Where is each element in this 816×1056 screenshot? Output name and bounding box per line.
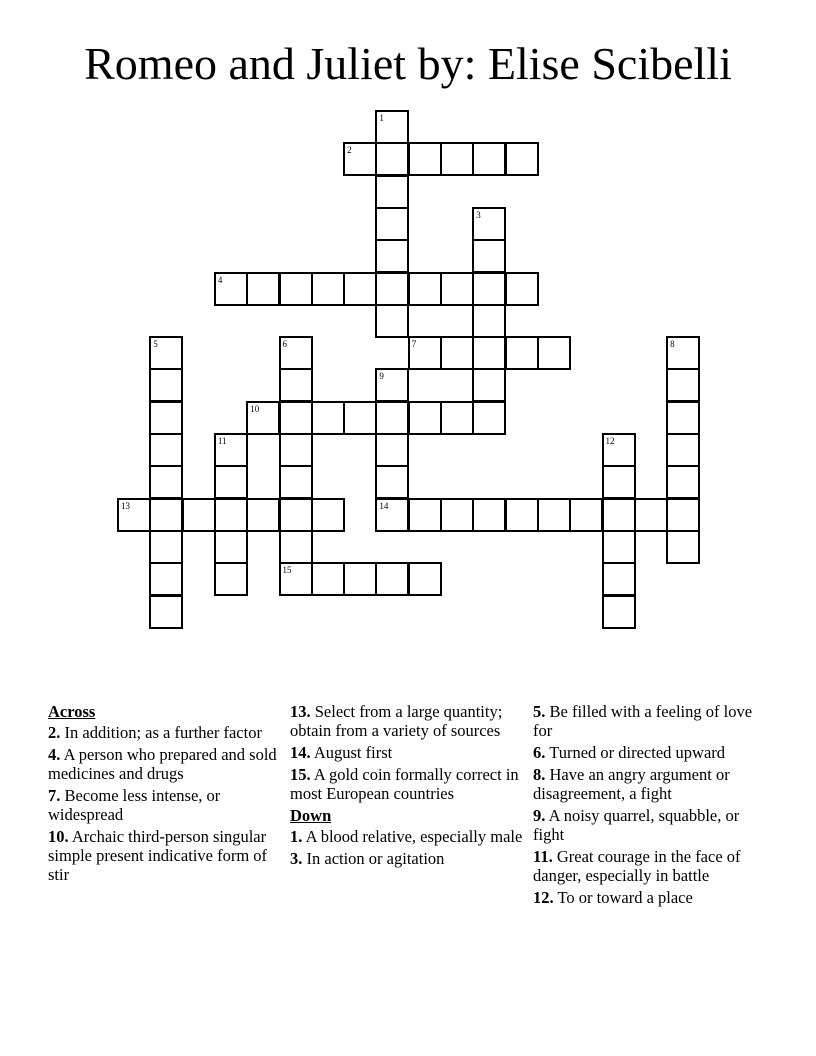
grid-cell[interactable] <box>602 595 636 629</box>
grid-cell[interactable] <box>408 142 442 176</box>
clue-number-label: 11 <box>217 436 227 446</box>
grid-cell[interactable] <box>149 595 183 629</box>
clue-item <box>48 827 284 884</box>
clue-number: 6. <box>533 743 546 762</box>
grid-cell[interactable] <box>375 272 409 306</box>
grid-cell[interactable] <box>375 175 409 209</box>
grid-cell[interactable] <box>279 498 313 532</box>
clue-item <box>290 765 526 803</box>
grid-cell[interactable] <box>375 110 409 144</box>
grid-cell[interactable] <box>214 530 248 564</box>
grid-cell[interactable] <box>279 530 313 564</box>
grid-cell[interactable] <box>666 498 700 532</box>
clue-number: 9. <box>533 806 546 825</box>
grid-cell[interactable] <box>472 368 506 402</box>
grid-cell[interactable] <box>246 401 280 435</box>
clue-number: 15. <box>290 765 311 784</box>
clue-item <box>290 743 526 762</box>
grid-cell[interactable] <box>408 272 442 306</box>
clue-text: In addition; as a further factor <box>60 723 262 742</box>
puzzle-title: Romeo and Juliet by: Elise Scibelli <box>84 38 732 89</box>
grid-cell[interactable] <box>602 530 636 564</box>
clue-item <box>290 849 526 868</box>
clue-number-label: 10 <box>250 403 260 414</box>
grid-cell[interactable] <box>311 498 345 532</box>
clue-text: August first <box>310 743 393 762</box>
grid-cell[interactable] <box>666 433 700 467</box>
clue-number: 1. <box>290 827 303 846</box>
clue-item <box>533 806 763 844</box>
grid-cell[interactable] <box>375 433 409 467</box>
grid-cell[interactable] <box>311 401 345 435</box>
clue-number-label: 7 <box>411 339 417 350</box>
grid-cell[interactable] <box>343 401 377 435</box>
grid-cell[interactable] <box>375 142 409 176</box>
clue-item <box>48 745 284 783</box>
grid-cell[interactable] <box>408 498 442 532</box>
grid-cell[interactable] <box>279 336 313 370</box>
grid-cell[interactable] <box>311 562 345 596</box>
grid-cell[interactable] <box>279 401 313 435</box>
grid-cell[interactable] <box>408 562 442 596</box>
clue-number: 5. <box>533 702 546 721</box>
grid-cell[interactable] <box>634 498 668 532</box>
grid-cell[interactable] <box>246 498 280 532</box>
grid-cell[interactable] <box>279 465 313 499</box>
clue-item <box>533 847 763 885</box>
clue-text: Archaic third-person singular simple present indicative form of stir <box>48 827 268 884</box>
grid-cell[interactable] <box>311 272 345 306</box>
clue-item <box>48 723 284 742</box>
grid-cell[interactable] <box>375 465 409 499</box>
grid-cell[interactable] <box>149 562 183 596</box>
clue-text: Great courage in the face of danger, especially in battle <box>533 847 741 885</box>
grid-cell[interactable] <box>602 562 636 596</box>
clue-number-label: 12 <box>605 436 615 446</box>
clue-number: 3. <box>290 849 303 868</box>
grid-cell[interactable] <box>505 142 539 176</box>
grid-cell[interactable] <box>375 368 409 402</box>
grid-cell[interactable] <box>537 498 571 532</box>
grid-cell[interactable] <box>279 368 313 402</box>
clue-number-label: 8 <box>670 339 675 350</box>
grid-cell[interactable] <box>472 498 506 532</box>
grid-cell[interactable] <box>408 336 442 370</box>
grid-cell[interactable] <box>149 336 183 370</box>
grid-cell[interactable] <box>149 368 183 402</box>
grid-cell[interactable] <box>666 368 700 402</box>
grid-cell[interactable] <box>343 562 377 596</box>
grid-cell[interactable] <box>375 401 409 435</box>
clue-number-label: 1 <box>379 113 384 123</box>
clue-text: A gold coin formally correct in most European countries <box>290 765 519 803</box>
clues-column-2 <box>290 702 526 871</box>
grid-cell[interactable] <box>279 272 313 306</box>
grid-cell[interactable] <box>149 530 183 564</box>
grid-cell[interactable] <box>472 401 506 435</box>
grid-cell[interactable] <box>666 336 700 370</box>
clue-text: Have an angry argument or disagreement, a fight <box>533 765 730 803</box>
clue-number-label: 13 <box>121 500 130 511</box>
grid-cell[interactable] <box>569 498 603 532</box>
grid-cell[interactable] <box>602 465 636 499</box>
clue-item <box>533 765 763 803</box>
grid-cell[interactable] <box>505 336 539 370</box>
grid-cell[interactable] <box>666 401 700 435</box>
clue-item <box>533 702 763 740</box>
grid-cell[interactable] <box>279 433 313 467</box>
clue-number: 12. <box>533 888 554 907</box>
grid-cell[interactable] <box>343 272 377 306</box>
grid-cell[interactable] <box>375 207 409 241</box>
clue-number-label: 5 <box>153 339 158 350</box>
clue-number: 8. <box>533 765 546 784</box>
grid-cell[interactable] <box>182 498 216 532</box>
clue-number-label: 3 <box>476 209 481 220</box>
clue-number: 14. <box>290 743 311 762</box>
grid-cell[interactable] <box>246 272 280 306</box>
clue-number-label: 2 <box>347 145 352 156</box>
grid-cell[interactable] <box>149 465 183 499</box>
grid-cell[interactable] <box>602 433 636 467</box>
grid-cell[interactable] <box>537 336 571 370</box>
clue-number-label: 14 <box>379 500 389 511</box>
clue-section-heading: Down <box>290 806 332 825</box>
grid-cell[interactable] <box>149 401 183 435</box>
clue-number: 4. <box>48 745 61 764</box>
clue-text: A blood relative, especially male <box>302 827 523 846</box>
grid-cell[interactable] <box>214 465 248 499</box>
grid-cell[interactable] <box>666 465 700 499</box>
clue-number-label: 9 <box>379 371 384 382</box>
grid-cell[interactable] <box>472 239 506 273</box>
clue-text: Become less intense, or widespread <box>48 786 221 824</box>
clue-text: Turned or directed upward <box>545 743 726 762</box>
grid-cell[interactable] <box>440 401 474 435</box>
grid-cell[interactable] <box>440 272 474 306</box>
clue-number: 13. <box>290 702 311 721</box>
grid-cell[interactable] <box>440 336 474 370</box>
clue-item <box>48 786 284 824</box>
grid-cell[interactable] <box>472 272 506 306</box>
clue-number-label: 15 <box>282 565 292 576</box>
clue-item <box>533 888 763 907</box>
clue-item <box>290 702 526 740</box>
grid-cell[interactable] <box>149 498 183 532</box>
clue-text: A noisy quarrel, squabble, or fight <box>533 806 740 844</box>
grid-cell[interactable] <box>343 142 377 176</box>
grid-cell[interactable] <box>214 272 248 306</box>
grid-cell[interactable] <box>666 530 700 564</box>
grid-cell[interactable] <box>440 142 474 176</box>
grid-cell[interactable] <box>375 239 409 273</box>
clue-item <box>290 827 526 846</box>
grid-cell[interactable] <box>279 562 313 596</box>
clue-number: 7. <box>48 786 61 805</box>
grid-cell[interactable] <box>214 562 248 596</box>
grid-cell[interactable] <box>472 304 506 338</box>
grid-cell[interactable] <box>505 272 539 306</box>
clues-column-1 <box>48 702 284 887</box>
clue-text: Select from a large quantity; obtain from a variety of sources <box>290 702 503 740</box>
grid-cell[interactable] <box>505 498 539 532</box>
grid-cell[interactable] <box>472 336 506 370</box>
clue-number-label: 6 <box>282 339 287 350</box>
grid-cell[interactable] <box>472 207 506 241</box>
grid-cell[interactable] <box>602 498 636 532</box>
clue-number: 11. <box>533 847 553 866</box>
clue-number-label: 4 <box>217 274 223 285</box>
clue-item <box>533 743 763 762</box>
grid-cell[interactable] <box>375 562 409 596</box>
clue-text: A person who prepared and sold medicines and drugs <box>48 745 277 783</box>
clue-section-heading: Across <box>48 702 96 721</box>
grid-cell[interactable] <box>149 433 183 467</box>
grid-cell[interactable] <box>117 498 151 532</box>
clue-number: 2. <box>48 723 61 742</box>
clues-column-3 <box>533 702 763 910</box>
clue-number: 10. <box>48 827 69 846</box>
grid-cell[interactable] <box>375 304 409 338</box>
grid-cell[interactable] <box>214 498 248 532</box>
clue-text: Be filled with a feeling of love for <box>533 702 753 740</box>
clue-text: In action or agitation <box>302 849 445 868</box>
grid-cell[interactable] <box>440 498 474 532</box>
grid-cell[interactable] <box>408 401 442 435</box>
grid-cell[interactable] <box>214 433 248 467</box>
grid-cell[interactable] <box>375 498 409 532</box>
grid-cell[interactable] <box>472 142 506 176</box>
clue-text: To or toward a place <box>553 888 693 907</box>
